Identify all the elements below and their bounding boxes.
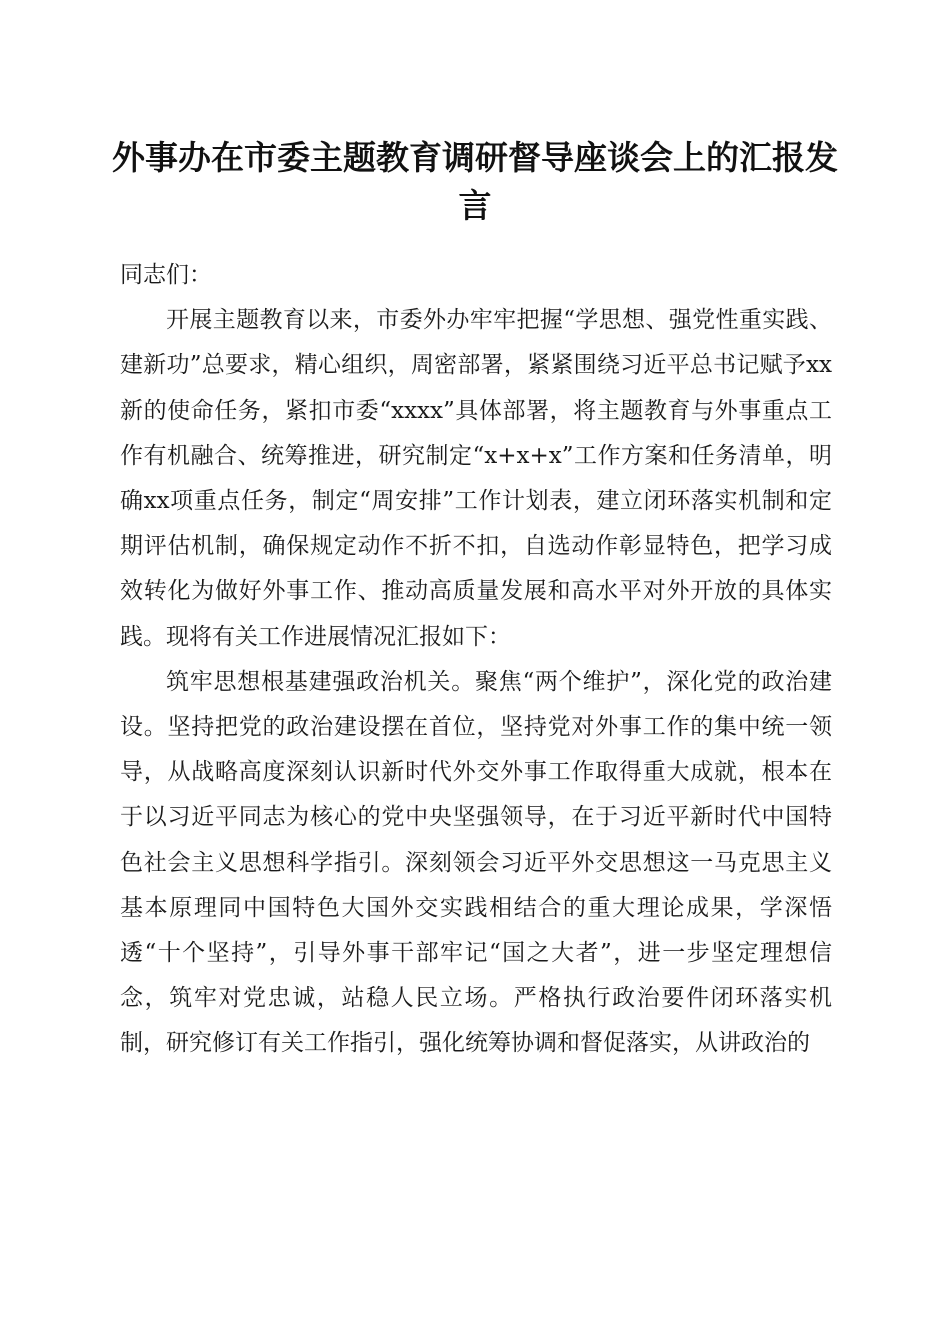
salutation: 同志们： (120, 262, 212, 288)
document-title: 外事办在市委主题教育调研督导座谈会上的汇报发言 (112, 138, 838, 225)
paragraph-political-building: 筑牢思想根基建强政治机关。聚焦“两个维护”，深化党的政治建设。坚持把党的政治建设摆在首位，坚持党对外事工作的集中统一领导，从战略高度深刻认识新时代外交外事工作取得重大成就，根本在于以习近平同志为核心的党中央坚强领导，在于习近平新时代中国特色社会主义思想科学指引。深刻领会习近平外交思想这一马克思主义基本原理同中国特色大国外交实践相结合的重大理论成果，学深悟透“十个坚持”，引导外事干部牢记“国之大者”，进一步坚定理想信念，筑牢对党忠诚，站稳人民立场。严格执行政治要件闭环落实机制，研究修订有关工作指引，强化统筹协调和督促落实，从讲政治的 (120, 668, 832, 1057)
document-body (120, 253, 832, 1067)
paragraph-intro: 开展主题教育以来，市委外办牢牢把握“学思想、强党性重实践、建新功”总要求，精心组织，周密部署，紧紧围绕习近平总书记赋予xx新的使命任务，紧扣市委“xxxx”具体部署，将主题教育与外事重点工作有机融合、统筹推进，研究制定“x+x+x”工作方案和任务清单，明确xx项重点任务，制定“周安排”工作计划表，建立闭环落实机制和定期评估机制，确保规定动作不折不扣，自选动作彰显特色，把学习成效转化为做好外事工作、推动高质量发展和高水平对外开放的具体实践。现将有关工作进展情况汇报如下： (120, 307, 832, 650)
